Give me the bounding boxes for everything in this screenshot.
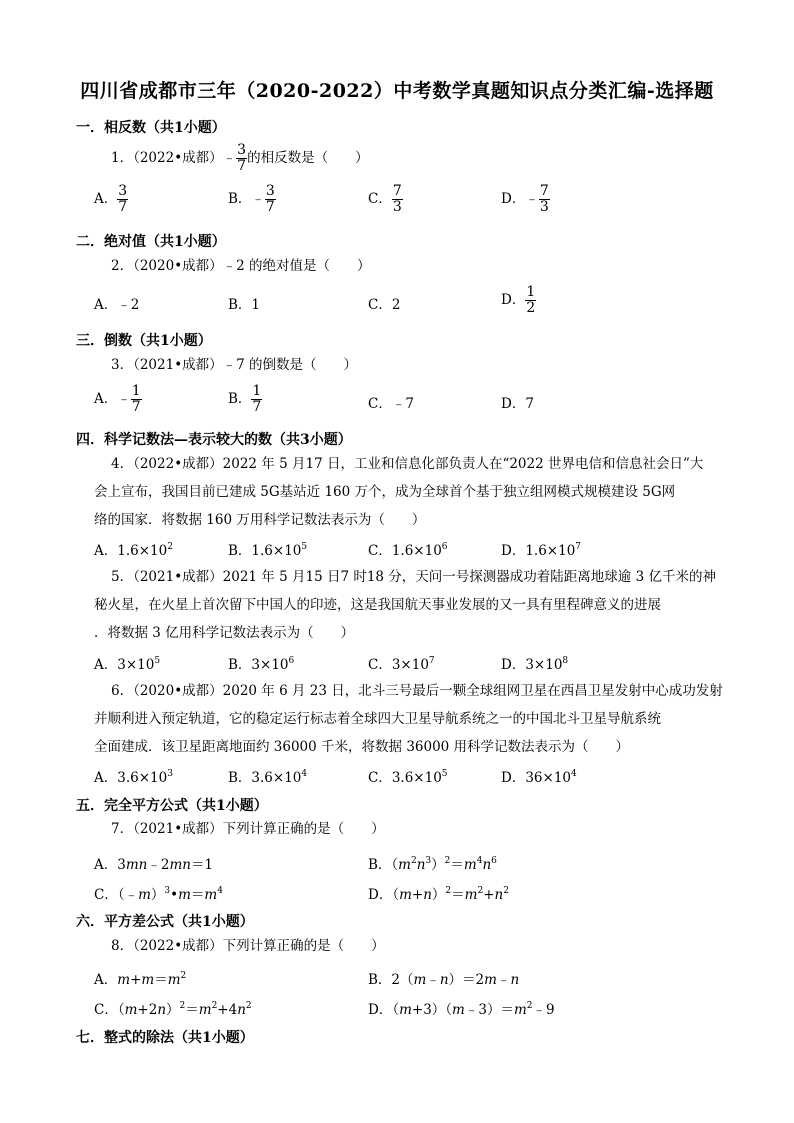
question-3: 3．（2021•成都）﹣7 的倒数是（ ） bbox=[111, 357, 358, 373]
section-heading: 一．相反数（共1小题） bbox=[76, 120, 226, 136]
question-4-line: 络的国家．将数据 160 万用科学记数法表示为（ ） bbox=[94, 512, 426, 528]
option-a: A．$3\times 10^5$ bbox=[94, 656, 161, 673]
section-heading: 六．平方差公式（共1小题） bbox=[76, 914, 254, 930]
option-c: C． $\frac{7}{3}$ bbox=[368, 183, 402, 215]
section-heading: 二．绝对值（共1小题） bbox=[76, 234, 226, 250]
question-6-line: 并顺利进入预定轨道，它的稳定运行标志着全球四大卫星导航系统之一的中国北斗卫星导航系统 bbox=[94, 711, 661, 727]
option-b: B．$3.6\times 10^4$ bbox=[228, 769, 308, 786]
question-2: 2．（2020•成都）﹣2 的绝对值是（ ） bbox=[111, 258, 371, 274]
option-a: A．$m+m=m^2$ bbox=[94, 971, 187, 988]
option-a: A．$1.6\times 10^2$ bbox=[94, 542, 173, 559]
option-b: B．2（m﹣n）＝2m﹣n bbox=[368, 972, 520, 988]
page-title: 四川省成都市三年（2020-2022）中考数学真题知识点分类汇编-选择题 bbox=[80, 80, 714, 102]
option-d: D．$3\times 10^8$ bbox=[501, 656, 569, 673]
question-stem: 1．（2022•成都） bbox=[111, 150, 223, 166]
question-5-line: 5．（2021•成都）2021 年 5 月15 日7 时18 分，天问一号探测器成功着陆距离地球逾 3 亿千米的神 bbox=[111, 569, 716, 585]
option-d: D．$36\times 10^4$ bbox=[501, 769, 577, 786]
option-c: C．$3.6\times 10^5$ bbox=[368, 769, 448, 786]
question-6-line: 6．（2020•成都）2020 年 6 月 23 日，北斗三号最后一颗全球组网卫星在西昌卫星发射中心成功发射 bbox=[111, 683, 723, 699]
option-a: A． $\frac{3}{7}$ bbox=[94, 183, 128, 215]
question-5-line: ．将数据 3 亿用科学记数法表示为（ ） bbox=[94, 625, 355, 641]
section-heading: 三．倒数（共1小题） bbox=[76, 333, 212, 349]
question-4-line: 会上宣布，我国目前已建成 5G基站近 160 万个，成为全球首个基于独立组网模式规模建设 5G网 bbox=[94, 484, 676, 500]
option-c: C．﹣7 bbox=[368, 396, 414, 412]
fraction: $\frac{3}{7}$ bbox=[237, 142, 247, 174]
option-b: B．1 bbox=[228, 297, 261, 313]
question-8: 8．（2022•成都）下列计算正确的是（ ） bbox=[111, 938, 385, 954]
option-d: D． $\frac{1}{2}$ bbox=[501, 284, 536, 316]
option-d: D．$1.6\times 10^7$ bbox=[501, 542, 582, 559]
option-c: C．$1.6\times 10^6$ bbox=[368, 542, 448, 559]
option-d: D．$(m+n)^2=m^2+n^2$ bbox=[368, 886, 509, 903]
option-b: B．$3\times 10^6$ bbox=[228, 656, 295, 673]
question-7: 7．（2021•成都）下列计算正确的是（ ） bbox=[111, 821, 385, 837]
question-4-line: 4．（2022•成都）2022 年 5 月17 日，工业和信息化部负责人在“2022 世界电信和信息社会日”大 bbox=[111, 456, 704, 472]
option-a: A．﹣2 bbox=[94, 297, 140, 313]
option-c: C．$(m+2n)^2=m^2+4n^2$ bbox=[94, 1001, 252, 1018]
option-a: A．$3.6\times 10^3$ bbox=[94, 769, 173, 786]
option-b: B． $\frac{1}{7}$ bbox=[228, 383, 262, 415]
option-b: B．$1.6\times 10^5$ bbox=[228, 542, 308, 559]
option-c: C．2 bbox=[368, 297, 401, 313]
option-d: D．$(m+3)(m﹣3)=m^2﹣9$ bbox=[368, 1001, 555, 1018]
section-heading: 七．整式的除法（共1小题） bbox=[76, 1030, 254, 1046]
section-heading: 四．科学记数法—表示较大的数（共3小题） bbox=[76, 432, 352, 448]
option-c: C．$(﹣m)^3•m=m^4$ bbox=[94, 886, 223, 903]
question-6-line: 全面建成．该卫星距离地面约 36000 千米，将数据 36000 用科学记数法表示为（ ） bbox=[94, 739, 630, 755]
option-a: A．﹣ $\frac{1}{7}$ bbox=[94, 383, 141, 415]
question-5-line: 秘火星，在火星上首次留下中国人的印迹，这是我国航天事业发展的又一具有里程碑意义的进展 bbox=[94, 597, 661, 613]
option-d: D．﹣ $\frac{7}{3}$ bbox=[501, 183, 549, 215]
option-b: B．$(m^2n^3)^2=m^4n^6$ bbox=[368, 856, 497, 873]
option-b: B．﹣ $\frac{3}{7}$ bbox=[228, 183, 275, 215]
option-d: D．7 bbox=[501, 396, 534, 412]
question-1: 1．（2022•成都）﹣ $\frac{3}{7}$ 的相反数是（ ） bbox=[111, 142, 369, 174]
option-a: A．3mn﹣2mn＝1 bbox=[94, 857, 214, 873]
option-c: C．$3\times 10^7$ bbox=[368, 656, 435, 673]
section-heading: 五．完全平方公式（共1小题） bbox=[76, 798, 268, 814]
